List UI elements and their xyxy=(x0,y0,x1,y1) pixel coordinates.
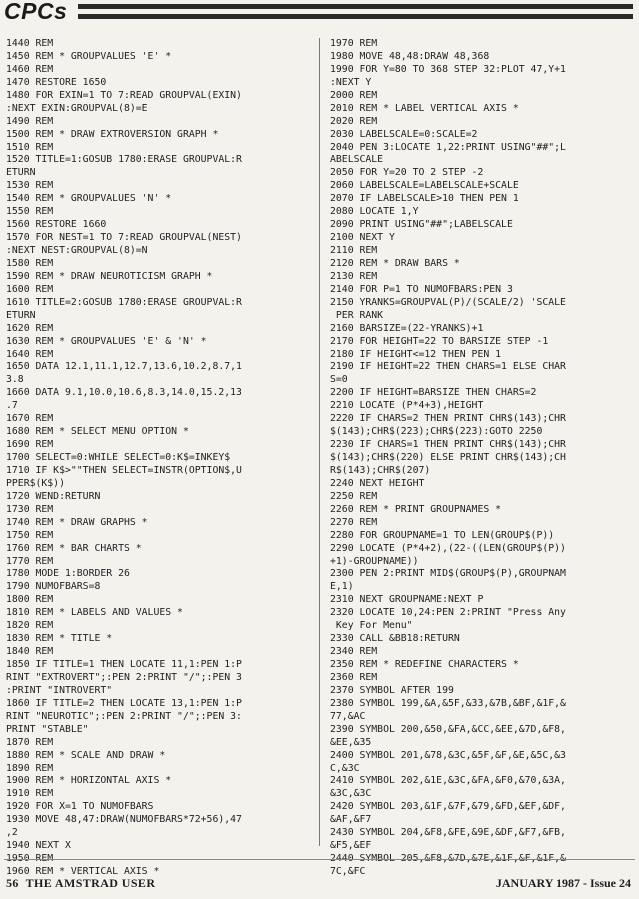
code-line: 2050 FOR Y=20 TO 2 STEP -2 xyxy=(330,167,484,179)
code-line: 1840 REM xyxy=(6,646,54,658)
code-line: 1790 NUMOFBARS=8 xyxy=(6,581,101,593)
code-line: +1)-GROUPNAME)) xyxy=(330,555,419,567)
code-line: 2030 LABELSCALE=0:SCALE=2 xyxy=(330,128,478,140)
code-line: 1830 REM * TITLE * xyxy=(6,633,113,645)
code-line: 1750 REM xyxy=(6,529,54,541)
code-line: :NEXT NEST:GROUPVAL(8)=N xyxy=(6,245,148,256)
column-divider xyxy=(319,38,320,846)
code-line: 2300 PEN 2:PRINT MID$(GROUP$(P),GROUPNAM xyxy=(330,568,566,580)
code-line: &EE,&35 xyxy=(330,736,372,748)
code-line: Key For Menu" xyxy=(330,620,413,632)
code-line: 2430 SYMBOL 204,&F8,&FE,&9E,&DF,&F7,&FB, xyxy=(330,827,566,839)
code-line: 1610 TITLE=2:GOSUB 1780:ERASE GROUPVAL:R xyxy=(6,296,242,308)
code-line: ,2 xyxy=(6,827,18,839)
footer-rule xyxy=(4,859,635,860)
code-line: 2150 YRANKS=GROUPVAL(P)/(SCALE/2) 'SCALE xyxy=(330,296,566,308)
listing-column-left xyxy=(6,38,311,877)
code-line: 2100 NEXT Y xyxy=(330,232,395,244)
code-line: :PRINT "INTROVERT" xyxy=(6,684,113,696)
code-line: PRINT "STABLE" xyxy=(6,723,89,735)
code-line: C,&3C xyxy=(330,762,360,774)
code-line: 2350 REM * REDEFINE CHARACTERS * xyxy=(330,659,519,670)
code-line: 2250 REM xyxy=(330,490,378,502)
code-line: 1680 REM * SELECT MENU OPTION * xyxy=(6,426,189,438)
code-line: 1520 TITLE=1:GOSUB 1780:ERASE GROUPVAL:R xyxy=(6,154,242,166)
code-line: &F5,&EF xyxy=(330,840,372,852)
code-line: 1490 REM xyxy=(6,115,54,127)
code-line: 1450 REM * GROUPVALUES 'E' * xyxy=(6,50,172,62)
code-line: 1740 REM * DRAW GRAPHS * xyxy=(6,516,148,528)
code-line: 1460 REM xyxy=(6,63,54,75)
code-line: 1570 FOR NEST=1 TO 7:READ GROUPVAL(NEST) xyxy=(6,232,242,244)
code-line: 1960 REM * VERTICAL AXIS * xyxy=(6,866,160,877)
code-line: 1860 IF TITLE=2 THEN LOCATE 13,1:PEN 1:P xyxy=(6,697,242,709)
code-line: 2200 IF HEIGHT=BARSIZE THEN CHARS=2 xyxy=(330,387,537,399)
code-line: 2380 SYMBOL 199,&A,&5F,&33,&7B,&BF,&1F,& xyxy=(330,697,566,709)
code-line: RINT "EXTROVERT";:PEN 2:PRINT "/";:PEN 3 xyxy=(6,671,242,683)
code-line: 1990 FOR Y=80 TO 368 STEP 32:PLOT 47,Y+1 xyxy=(330,63,566,75)
code-line: 1890 REM xyxy=(6,762,54,774)
code-line: 2390 SYMBOL 200,&50,&FA,&CC,&EE,&7D,&F8, xyxy=(330,723,566,735)
publication-name: THE AMSTRAD USER xyxy=(25,876,156,890)
code-line: 1560 RESTORE 1660 xyxy=(6,219,107,231)
code-line: 3.8 xyxy=(6,374,24,386)
code-line: :NEXT EXIN:GROUPVAL(8)=E xyxy=(6,102,148,114)
code-line: 2340 REM xyxy=(330,646,378,658)
code-line: 1900 REM * HORIZONTAL AXIS * xyxy=(6,775,172,787)
code-line: 1650 DATA 12.1,11.1,12.7,13.6,10.2,8.7,1 xyxy=(6,361,242,373)
code-line: 2110 REM xyxy=(330,245,378,256)
code-line: 2230 IF CHARS=1 THEN PRINT CHR$(143);CHR xyxy=(330,439,566,451)
code-line: 1870 REM xyxy=(6,736,54,748)
code-line: 2170 FOR HEIGHT=22 TO BARSIZE STEP -1 xyxy=(330,335,549,347)
code-line: 2120 REM * DRAW BARS * xyxy=(330,257,460,269)
header-rule xyxy=(78,4,633,9)
code-line: 77,&AC xyxy=(330,710,366,722)
code-line: 2080 LOCATE 1,Y xyxy=(330,206,419,218)
header-rule xyxy=(78,14,633,19)
code-line: 1440 REM xyxy=(6,38,54,49)
code-line: 2400 SYMBOL 201,&78,&3C,&5F,&F,&E,&5C,&3 xyxy=(330,749,566,761)
code-line: 2280 FOR GROUPNAME=1 TO LEN(GROUP$(P)) xyxy=(330,529,555,541)
code-line: 1480 FOR EXIN=1 TO 7:READ GROUPVAL(EXIN) xyxy=(6,89,242,101)
code-line: 1530 REM xyxy=(6,180,54,192)
code-line: 2010 REM * LABEL VERTICAL AXIS * xyxy=(330,102,519,114)
code-line: 1820 REM xyxy=(6,620,54,632)
code-line: RINT "NEUROTIC";:PEN 2:PRINT "/";:PEN 3: xyxy=(6,710,242,722)
code-line: 2160 BARSIZE=(22-YRANKS)+1 xyxy=(330,322,484,334)
code-line: 1760 REM * BAR CHARTS * xyxy=(6,542,142,554)
code-line: 2130 REM xyxy=(330,270,378,282)
code-line: 2420 SYMBOL 203,&1F,&7F,&79,&FD,&EF,&DF, xyxy=(330,801,566,813)
code-line: .7 xyxy=(6,400,18,412)
code-line: 2410 SYMBOL 202,&1E,&3C,&FA,&F0,&70,&3A, xyxy=(330,775,566,787)
code-line: 1540 REM * GROUPVALUES 'N' * xyxy=(6,193,172,205)
code-line: 1800 REM xyxy=(6,594,54,606)
footer-publication xyxy=(6,876,155,891)
code-line: 2060 LABELSCALE=LABELSCALE+SCALE xyxy=(330,180,519,192)
code-line: 2290 LOCATE (P*4+2),(22-((LEN(GROUP$(P)) xyxy=(330,542,566,554)
code-line: $(143);CHR$(220) ELSE PRINT CHR$(143);CH xyxy=(330,452,566,463)
code-line: 1660 DATA 9.1,10.0,10.6,8.3,14.0,15.2,13 xyxy=(6,387,242,399)
code-line: 1670 REM xyxy=(6,413,54,425)
code-line: ETURN xyxy=(6,309,36,321)
code-line: $(143);CHR$(223);CHR$(223):GOTO 2250 xyxy=(330,426,543,438)
code-line: 1720 WEND:RETURN xyxy=(6,490,101,502)
code-line: 2180 IF HEIGHT<=12 THEN PEN 1 xyxy=(330,348,502,360)
code-line: 1850 IF TITLE=1 THEN LOCATE 11,1:PEN 1:P xyxy=(6,659,242,670)
code-line: 2140 FOR P=1 TO NUMOFBARS:PEN 3 xyxy=(330,283,513,295)
code-line: 2090 PRINT USING"##";LABELSCALE xyxy=(330,219,513,231)
code-line: 1510 REM xyxy=(6,141,54,153)
code-line: 1910 REM xyxy=(6,788,54,800)
code-line: 1690 REM xyxy=(6,439,54,451)
code-line: &3C,&3C xyxy=(330,788,372,800)
code-line: 2070 IF LABELSCALE>10 THEN PEN 1 xyxy=(330,193,519,205)
code-line: 1580 REM xyxy=(6,257,54,269)
code-line: 1640 REM xyxy=(6,348,54,360)
code-line: 2370 SYMBOL AFTER 199 xyxy=(330,684,454,696)
code-line: 1620 REM xyxy=(6,322,54,334)
code-line: 2190 IF HEIGHT=22 THEN CHARS=1 ELSE CHAR xyxy=(330,361,566,373)
code-line: 1730 REM xyxy=(6,503,54,515)
code-line: 2330 CALL &BB18:RETURN xyxy=(330,633,460,645)
code-line: 2040 PEN 3:LOCATE 1,22:PRINT USING"##";L xyxy=(330,141,566,153)
page-number: 56 xyxy=(6,876,19,890)
code-line: 2220 IF CHARS=2 THEN PRINT CHR$(143);CHR xyxy=(330,413,566,425)
code-line: ETURN xyxy=(6,167,36,179)
code-line: PPER$(K$)) xyxy=(6,477,65,489)
code-line: 1920 FOR X=1 TO NUMOFBARS xyxy=(6,801,154,813)
code-line: 1710 IF K$>""THEN SELECT=INSTR(OPTION$,U xyxy=(6,464,242,476)
code-line: 1940 NEXT X xyxy=(6,840,71,852)
code-line: 1550 REM xyxy=(6,206,54,218)
code-line: E,1) xyxy=(330,581,354,593)
code-line: 1930 MOVE 48,47:DRAW(NUMOFBARS*72+56),47 xyxy=(6,814,242,826)
code-line: ABELSCALE xyxy=(330,154,384,166)
code-line: 2260 REM * PRINT GROUPNAMES * xyxy=(330,503,502,515)
code-line: PER RANK xyxy=(330,309,384,321)
code-line: 2020 REM xyxy=(330,115,378,127)
code-line: 1630 REM * GROUPVALUES 'E' & 'N' * xyxy=(6,335,207,347)
code-line: :NEXT Y xyxy=(330,76,372,88)
code-line: 1770 REM xyxy=(6,555,54,567)
listing-column-right xyxy=(330,38,635,877)
code-line: 2310 NEXT GROUPNAME:NEXT P xyxy=(330,594,484,606)
code-line: 7C,&FC xyxy=(330,866,366,877)
code-line: 1780 MODE 1:BORDER 26 xyxy=(6,568,130,580)
code-line: 1980 MOVE 48,48:DRAW 48,368 xyxy=(330,50,490,62)
code-line: 1700 SELECT=0:WHILE SELECT=0:K$=INKEY$ xyxy=(6,452,231,463)
footer-issue: JANUARY 1987 - Issue 24 xyxy=(495,876,631,890)
code-line: R$(143);CHR$(207) xyxy=(330,464,431,476)
code-line: 2000 REM xyxy=(330,89,378,101)
code-line: 1810 REM * LABELS AND VALUES * xyxy=(6,607,183,619)
code-line: S=0 xyxy=(330,374,348,386)
code-line: 1970 REM xyxy=(330,38,378,49)
code-line: &AF,&F7 xyxy=(330,814,372,826)
code-line: 1600 REM xyxy=(6,283,54,295)
code-line: 2270 REM xyxy=(330,516,378,528)
code-line: 2360 REM xyxy=(330,671,378,683)
code-line: 2320 LOCATE 10,24:PEN 2:PRINT "Press Any xyxy=(330,607,566,619)
code-line: 2240 NEXT HEIGHT xyxy=(330,477,425,489)
section-title: CPCs xyxy=(4,0,68,24)
page-header xyxy=(0,0,639,30)
code-line: 1590 REM * DRAW NEUROTICISM GRAPH * xyxy=(6,270,213,282)
code-line: 2210 LOCATE (P*4+3),HEIGHT xyxy=(330,400,484,412)
code-line: 1880 REM * SCALE AND DRAW * xyxy=(6,749,166,761)
code-line: 1500 REM * DRAW EXTROVERSION GRAPH * xyxy=(6,128,219,140)
code-line: 1470 RESTORE 1650 xyxy=(6,76,107,88)
